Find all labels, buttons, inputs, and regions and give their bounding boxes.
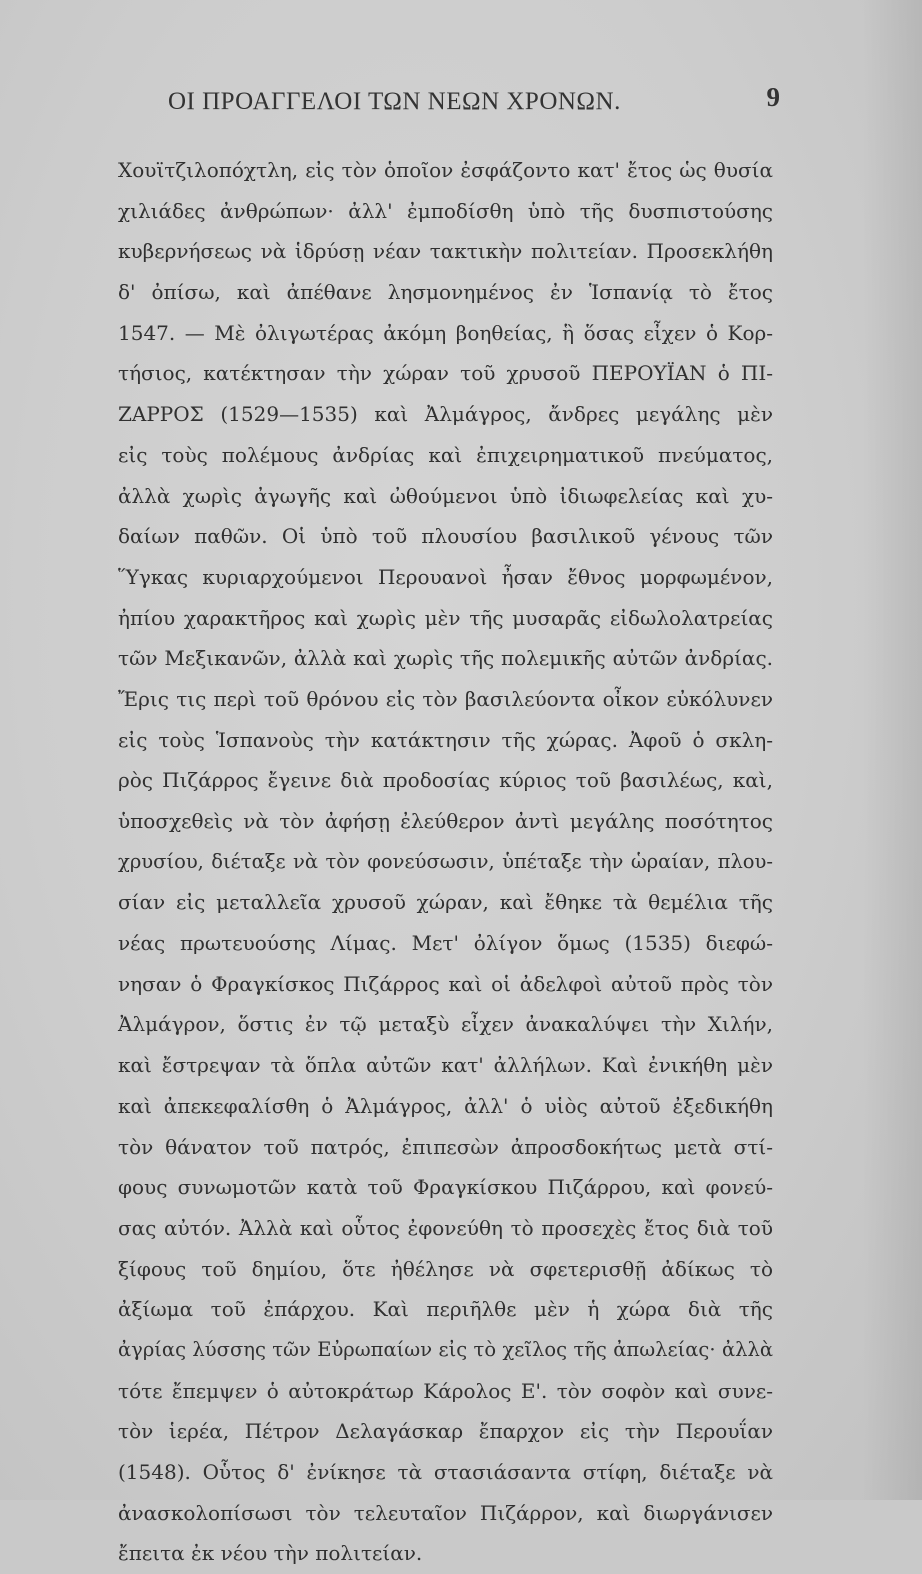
text-line: χιλιάδες ἀνθρώπων· ἀλλ' ἐμποδίσθη ὑπὸ τῆς δυσπιστούσης: [118, 198, 773, 223]
text-line: ἠπίου χαρακτῆρος καὶ χωρὶς μὲν τῆς μυσαρᾶς εἰδωλολατρείας: [118, 605, 773, 630]
text-line: (1548). Οὗτος δ' ἐνίκησε τὰ στασιάσαντα στίφη, διέταξε νὰ: [118, 1460, 773, 1484]
text-line: ρὸς Πιζάρρος ἔγεινε διὰ προδοσίας κύριος τοῦ βασιλέως, καὶ,: [118, 768, 773, 793]
text-line: τήσιος, κατέκτησαν τὴν χώραν τοῦ χρυσοῦ ΠΕΡΟΥΪΑΝ ὁ ΠΙ-: [118, 361, 773, 386]
running-title: ΟΙ ΠΡΟΑΓΓΕΛΟΙ ΤΩΝ ΝΕΩΝ ΧΡΟΝΩΝ.: [168, 88, 621, 115]
text-line: σίαν εἰς μεταλλεῖα χρυσοῦ χώραν, καὶ ἔθηκε τὰ θεμέλια τῆς: [118, 890, 773, 915]
text-line: σας αὐτόν. Ἀλλὰ καὶ οὗτος ἐφονεύθη τὸ προσεχὲς ἔτος διὰ τοῦ: [118, 1215, 773, 1240]
text-line: ἀλλὰ χωρὶς ἀγωγῆς καὶ ὠθούμενοι ὑπὸ ἰδιωφελείας καὶ χυ-: [118, 483, 773, 508]
text-line: δ' ὀπίσω, καὶ ἀπέθανε λησμονημένος ἐν Ἱσπανίᾳ τὸ ἔτος: [118, 280, 773, 305]
text-line: ἀνασκολοπίσωσι τὸν τελευταῖον Πιζάρρον, καὶ διωργάνισεν: [118, 1500, 773, 1525]
text-line: ἔπειτα ἐκ νέου τὴν πολιτείαν.: [118, 1541, 423, 1566]
text-line: ὑποσχεθεὶς νὰ τὸν ἀφήσῃ ἐλεύθερον ἀντὶ μεγάλης ποσότητος: [118, 809, 773, 833]
text-line: εἰς τοὺς Ἱσπανοὺς τὴν κατάκτησιν τῆς χώρας. Ἀφοῦ ὁ σκλη-: [118, 727, 773, 752]
page-number: 9: [766, 82, 780, 112]
text-line: ξίφους τοῦ δημίου, ὅτε ἠθέλησε νὰ σφετερισθῇ ἀδίκως τὸ: [118, 1256, 773, 1281]
text-line: 1547. — Μὲ ὀλιγωτέρας ἀκόμη βοηθείας, ἣ ὅσας εἶχεν ὁ Κορ-: [118, 320, 773, 345]
text-line: ἀγρίας λύσσης τῶν Εὐρωπαίων εἰς τὸ χεῖλος τῆς ἀπωλείας· ἀλλὰ: [118, 1337, 773, 1361]
text-line: τὸν θάνατον τοῦ πατρός, ἐπιπεσὼν ἀπροσδοκήτως μετὰ στί-: [118, 1134, 773, 1159]
text-line: δαίων παθῶν. Οἱ ὑπὸ τοῦ πλουσίου βασιλικοῦ γένους τῶν: [118, 524, 773, 549]
text-line: καὶ ἔστρεψαν τὰ ὅπλα αὐτῶν κατ' ἀλλήλων. Καὶ ἐνικήθη μὲν: [118, 1053, 773, 1078]
text-line: Χουϊτζιλοπόχτλη, εἰς τὸν ὁποῖον ἐσφάζοντο κατ' ἔτος ὡς θυσία: [118, 158, 773, 182]
text-line: νέας πρωτευούσης Λίμας. Μετ' ὀλίγον ὅμως (1535) διεφώ-: [118, 931, 773, 956]
text-line: ΖΑΡΡΟΣ (1529—1535) καὶ Ἀλμάγρος, ἄνδρες μεγάλης μὲν: [118, 402, 773, 427]
page-edge-shadow: [862, 0, 922, 1500]
text-line: ἀξίωμα τοῦ ἐπάρχου. Καὶ περιῆλθε μὲν ἡ χώρα διὰ τῆς: [118, 1297, 773, 1322]
text-line: κυβερνήσεως νὰ ἱδρύσῃ νέαν τακτικὴν πολιτείαν. Προσεκλήθη: [118, 239, 773, 264]
text-line: τῶν Μεξικανῶν, ἀλλὰ καὶ χωρὶς τῆς πολεμικῆς αὐτῶν ἀνδρίας.: [118, 646, 773, 671]
text-line: Ὕγκας κυριαρχούμενοι Περουανοὶ ἦσαν ἔθνος μορφωμένον,: [118, 564, 773, 589]
text-line: χρυσίου, διέταξε νὰ τὸν φονεύσωσιν, ὑπέταξε τὴν ὡραίαν, πλου-: [118, 849, 773, 873]
text-line: τὸν ἱερέα, Πέτρον Δελαγάσκαρ ἔπαρχον εἰς τὴν Περουΐαν: [118, 1419, 773, 1444]
text-line: τότε ἔπεμψεν ὁ αὐτοκράτωρ Κάρολος Ε'. τὸν σοφὸν καὶ συνε-: [118, 1378, 773, 1403]
page-header: [120, 82, 800, 122]
text-line: Ἀλμάγρον, ὅστις ἐν τῷ μεταξὺ εἶχεν ἀνακαλύψει τὴν Χιλήν,: [118, 1012, 773, 1037]
body-text: [118, 150, 773, 1574]
text-line: φους συνωμοτῶν κατὰ τοῦ Φραγκίσκου Πιζάρρου, καὶ φονεύ-: [118, 1175, 773, 1200]
text-line: καὶ ἀπεκεφαλίσθη ὁ Ἀλμάγρος, ἀλλ' ὁ υἱὸς αὐτοῦ ἐξεδικήθη: [118, 1093, 773, 1118]
text-line: νησαν ὁ Φραγκίσκος Πιζάρρος καὶ οἱ ἀδελφοὶ αὐτοῦ πρὸς τὸν: [118, 971, 773, 996]
text-line: εἰς τοὺς πολέμους ἀνδρίας καὶ ἐπιχειρηματικοῦ πνεύματος,: [118, 442, 773, 467]
text-line: Ἔρις τις περὶ τοῦ θρόνου εἰς τὸν βασιλεύοντα οἶκον εὐκόλυνεν: [118, 686, 773, 711]
